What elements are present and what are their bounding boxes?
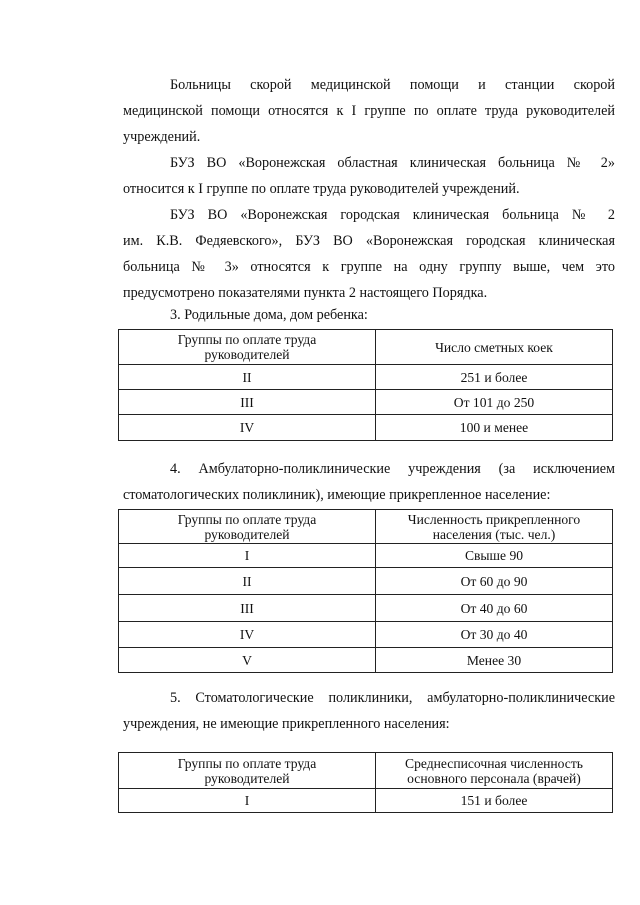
cell-value: От 40 до 60: [376, 595, 613, 622]
table-header-row: [119, 753, 613, 789]
cell-group: I: [119, 544, 376, 568]
cell-value: 151 и более: [376, 789, 613, 813]
header-text: Группы по оплате труда руководителей: [177, 511, 317, 542]
table-row: [119, 789, 613, 813]
paragraph-1: [123, 72, 615, 150]
paragraph-5: [123, 685, 615, 737]
table-row: [119, 568, 613, 595]
cell-group: IV: [119, 622, 376, 648]
cell-value: Менее 30: [376, 648, 613, 673]
cell-value: Свыше 90: [376, 544, 613, 568]
paragraph-line: 5. Стоматологические поликлиники, амбулаторно-поликлинические: [170, 690, 615, 706]
table-header-row: [119, 510, 613, 544]
paragraph-3: [123, 202, 615, 306]
paragraph-line: стоматологических поликлиник), имеющие прикрепленное население:: [123, 487, 551, 503]
table-row: [119, 648, 613, 673]
paragraph-line: 4. Амбулаторно-поликлинические учреждения (за исключением: [170, 461, 615, 477]
paragraph-line: медицинской помощи относятся к I группе по оплате труда руководителей: [123, 103, 615, 119]
header-text: Среднесписочная численность основного персонала (врачей): [405, 755, 583, 786]
paragraph-line: БУЗ ВО «Воронежская городская клиническая больница № 2: [170, 207, 615, 223]
paragraph-line: им. К.В. Федяевского», БУЗ ВО «Воронежская городская клиническая: [123, 233, 615, 249]
cell-group: IV: [119, 415, 376, 441]
header-cell-groups: [119, 753, 376, 789]
table-row: [119, 622, 613, 648]
paragraph-line: БУЗ ВО «Воронежская областная клиническая больница № 2»: [170, 155, 615, 171]
table-row: [119, 544, 613, 568]
paragraph-line: учреждений.: [123, 129, 201, 145]
header-cell-groups: [119, 330, 376, 365]
section-heading-3: 3. Родильные дома, дом ребенка:: [170, 307, 368, 323]
cell-group: II: [119, 365, 376, 390]
paragraph-4: [123, 456, 615, 508]
header-cell-groups: [119, 510, 376, 544]
cell-group: II: [119, 568, 376, 595]
cell-group: III: [119, 390, 376, 415]
header-text: Группы по оплате труда руководителей: [177, 755, 317, 786]
paragraph-line: Больницы скорой медицинской помощи и станции скорой: [170, 77, 615, 93]
cell-group: I: [119, 789, 376, 813]
header-cell-beds: Число сметных коек: [376, 330, 613, 365]
cell-value: От 101 до 250: [376, 390, 613, 415]
cell-value: 251 и более: [376, 365, 613, 390]
cell-value: От 30 до 40: [376, 622, 613, 648]
table-outpatient-clinics: [118, 509, 613, 673]
cell-group: III: [119, 595, 376, 622]
header-cell-population: [376, 510, 613, 544]
header-text: Численность прикрепленного населения (тыс. чел.): [407, 511, 581, 542]
table-row: [119, 595, 613, 622]
cell-value: От 60 до 90: [376, 568, 613, 595]
cell-group: V: [119, 648, 376, 673]
table-maternity-hospitals: [118, 329, 613, 441]
cell-value: 100 и менее: [376, 415, 613, 441]
table-row: [119, 415, 613, 441]
table-row: [119, 390, 613, 415]
table-header-row: [119, 330, 613, 365]
header-text: Группы по оплате труда руководителей: [177, 332, 317, 362]
paragraph-line: предусмотрено показателями пункта 2 настоящего Порядка.: [123, 285, 488, 301]
paragraph-2: [123, 150, 615, 202]
header-cell-staff: [376, 753, 613, 789]
paragraph-line: относится к I группе по оплате труда руководителей учреждений.: [123, 181, 520, 197]
table-dental-clinics: [118, 752, 613, 813]
paragraph-line: больница № 3» относятся к группе на одну группу выше, чем это: [123, 259, 615, 275]
table-row: [119, 365, 613, 390]
paragraph-line: учреждения, не имеющие прикрепленного населения:: [123, 716, 450, 732]
